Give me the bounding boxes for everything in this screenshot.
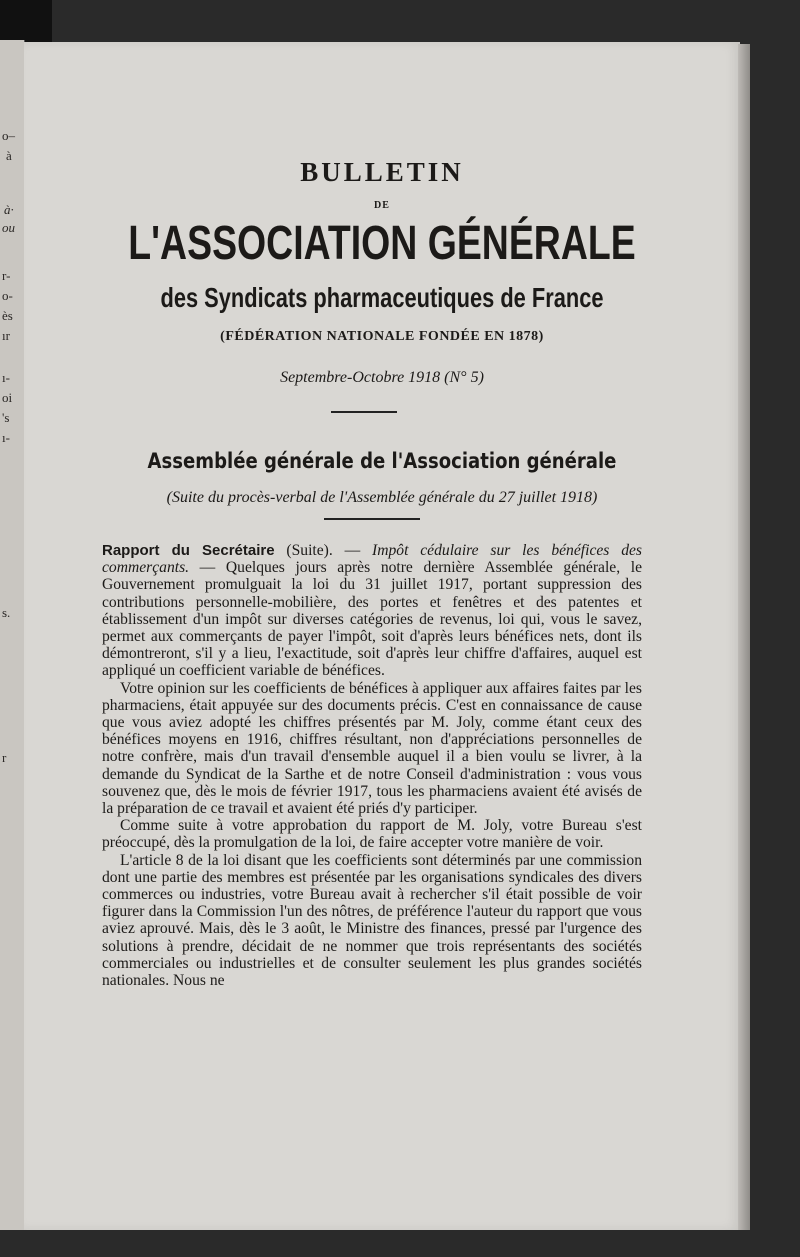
run-in-heading: Rapport du Secrétaire <box>102 542 275 559</box>
paragraph: Comme suite à votre approbation du rapport de M. Joly, votre Bureau s'est préoccupé, dès la promulgation de la loi, de faire accepter votre manière de voir. <box>102 817 642 852</box>
association-title: L'ASSOCIATION GÉNÉRALE <box>128 217 636 270</box>
divider-rule <box>331 411 397 413</box>
prev-page-fragment: ı- <box>2 430 10 445</box>
issue-date: Septembre-Octobre 1918 (N° 5) <box>280 369 484 386</box>
prev-page-fragment: ou <box>2 220 15 235</box>
paragraph <box>102 542 642 680</box>
prev-page-fragment: à <box>6 148 12 163</box>
federation-line: (FÉDÉRATION NATIONALE FONDÉE EN 1878) <box>220 329 544 344</box>
topic-italic: Impôt cédulaire sur les bénéfices des commerçants. <box>102 542 642 577</box>
section-subtitle: (Suite du procès-verbal de l'Assemblée générale du 27 juillet 1918) <box>166 489 598 506</box>
syndicats-subtitle: des Syndicats pharmaceutiques de France <box>160 282 604 313</box>
paragraph-text: — Quelques jours après notre dernière Assemblée générale, le Gouvernement promulguait la loi du 31 juillet 1917, portant suppression des contributions personnelle-mobilière, des portes et fenêtres et des patentes et établissement d'un impôt sur diverses catégories de revenus, loi qui, vous le savez, permet aux commerçants de payer l'impôt, soit d'après leurs bénéfices nets, dont ils démontreront, s'il y a lieu, l'exactitude, soit d'après leur chiffre d'affaires, auquel est appliqué un coefficient variable de bénéfices. <box>102 559 642 680</box>
section-title: Assemblée générale de l'Association générale <box>147 449 617 473</box>
prev-page-fragment: o– <box>2 128 15 143</box>
page-fore-edge <box>738 44 750 1230</box>
prev-page-fragment: r <box>2 750 7 765</box>
previous-page-edge <box>0 40 25 1230</box>
prev-page-fragment: à· <box>4 202 14 217</box>
book-binding <box>0 0 52 44</box>
prev-page-fragment: ı- <box>2 370 10 385</box>
prev-page-fragment: o- <box>2 288 13 303</box>
bulletin-heading: BULLETIN <box>300 157 464 187</box>
prev-page-fragment: r- <box>2 268 11 283</box>
article-body <box>102 542 642 989</box>
prev-page-fragment: s. <box>2 605 11 620</box>
prev-page-fragment: oi <box>2 390 13 405</box>
de-connector: DE <box>374 200 390 211</box>
paragraph: Votre opinion sur les coefficients de bénéfices à appliquer aux affaires faites par les pharmaciens, était appuyée sur des documents précis. C'est en connaissance de cause que vous aviez adopté les chiffres présentés par M. Joly, comme étant ceux des bénéfices moyens en 1916, chiffres résultant, non d'appréciations personnelles de notre confrère, mais d'un travail d'ensemble auquel il a bien voulu se livrer, à la demande du Syndicat de la Sarthe et de notre Conseil d'administration : vous vous souvenez que, dès le mois de février 1917, tous les pharmaciens avaient été avisés de la préparation de ce travail et avaient été priés d'y participer. <box>102 679 642 818</box>
prev-page-fragment: ır <box>2 328 10 343</box>
run-in-suite: (Suite). — <box>274 542 373 559</box>
prev-page-fragment: 's <box>2 410 10 425</box>
paragraph: L'article 8 de la loi disant que les coefficients sont déterminés par une commission dont une partie des membres est présentée par les organisations syndicales des divers commerces ou industries, votre Bureau avait à rechercher s'il était possible de voir figurer dans la Commission l'un des nôtres, de préférence l'auteur du rapport que vous aviez aprouvé. Mais, dès le 3 août, le Ministre des finances, pressé par l'urgence des solutions à prendre, décidait de ne nommer que trois représentants des sociétés commerciales ou industrielles et de consulter seulement les plus grandes sociétés nationales. Nous ne <box>102 851 642 990</box>
prev-page-fragment: ès <box>2 308 13 323</box>
document-page <box>24 42 740 1230</box>
divider-rule <box>324 518 420 520</box>
